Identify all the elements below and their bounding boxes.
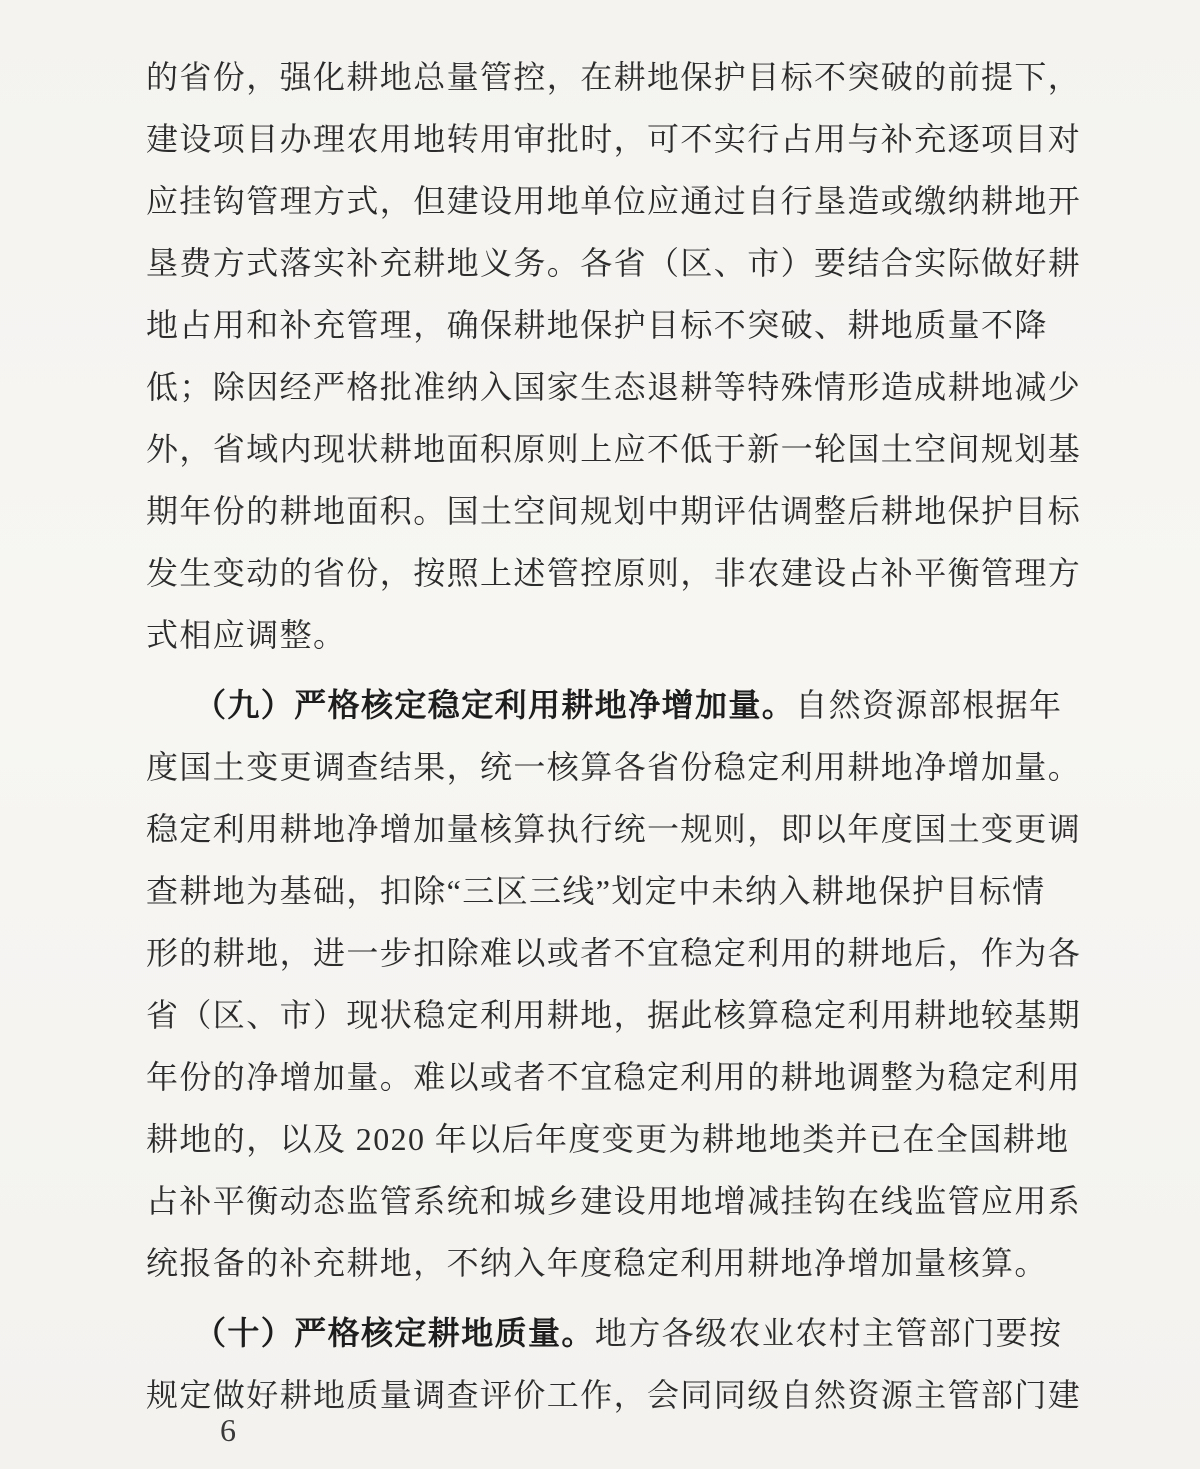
text-line: 耕地的，以及 2020 年以后年度变更为耕地地类并已在全国耕地 xyxy=(146,1121,1070,1157)
text-line: 稳定利用耕地净增加量核算执行统一规则，即以年度国土变更调 xyxy=(146,811,1082,847)
text-line: 外，省域内现状耕地面积原则上应不低于新一轮国土空间规划基 xyxy=(146,431,1082,467)
text-line: 统报备的补充耕地，不纳入年度稳定利用耕地净增加量核算。 xyxy=(146,1245,1048,1281)
text-line xyxy=(146,672,1086,734)
paragraph-section-10 xyxy=(146,1300,1086,1424)
text-line: 省（区、市）现状稳定利用耕地，据此核算稳定利用耕地较基期 xyxy=(146,997,1082,1033)
text-line: 期年份的耕地面积。国土空间规划中期评估调整后耕地保护目标 xyxy=(146,493,1082,529)
text-line: 应挂钩管理方式，但建设用地单位应通过自行垦造或缴纳耕地开 xyxy=(146,183,1082,219)
section-9-heading: （九）严格核定稳定利用耕地净增加量。 xyxy=(194,687,796,723)
text-line: 年份的净增加量。难以或者不宜稳定利用的耕地调整为稳定利用 xyxy=(146,1059,1082,1095)
text-line: 发生变动的省份，按照上述管控原则，非农建设占补平衡管理方 xyxy=(146,555,1082,591)
paragraph-section-9 xyxy=(146,672,1086,1292)
text-line: 建设项目办理农用地转用审批时，可不实行占用与补充逐项目对 xyxy=(146,121,1082,157)
text-line: 查耕地为基础，扣除“三区三线”划定中未纳入耕地保护目标情 xyxy=(146,873,1046,909)
text-line: 低；除因经严格批准纳入国家生态退耕等特殊情形造成耕地减少 xyxy=(146,369,1082,405)
text-line: 规定做好耕地质量调查评价工作，会同同级自然资源主管部门建 xyxy=(146,1377,1082,1413)
text-line: 地占用和补充管理，确保耕地保护目标不突破、耕地质量不降 xyxy=(146,307,1048,343)
document-body xyxy=(146,44,1086,1424)
text-line: 的省份，强化耕地总量管控，在耕地保护目标不突破的前提下， xyxy=(146,59,1082,95)
paragraph-continuation xyxy=(146,44,1086,664)
text-line: 度国土变更调查结果，统一核算各省份稳定利用耕地净增加量。 xyxy=(146,749,1082,785)
page-number: 6 xyxy=(220,1412,236,1448)
text-line xyxy=(146,1300,1086,1362)
text-line: 形的耕地，进一步扣除难以或者不宜稳定利用的耕地后，作为各 xyxy=(146,935,1082,971)
section-10-first-line-text: 地方各级农业农村主管部门要按 xyxy=(594,1315,1063,1351)
section-10-heading: （十）严格核定耕地质量。 xyxy=(194,1315,595,1351)
text-line: 式相应调整。 xyxy=(146,617,347,653)
text-line: 垦费方式落实补充耕地义务。各省（区、市）要结合实际做好耕 xyxy=(146,245,1082,281)
section-9-first-line-text: 自然资源部根据年 xyxy=(795,687,1063,723)
text-line: 占补平衡动态监管系统和城乡建设用地增减挂钩在线监管应用系 xyxy=(146,1183,1082,1219)
